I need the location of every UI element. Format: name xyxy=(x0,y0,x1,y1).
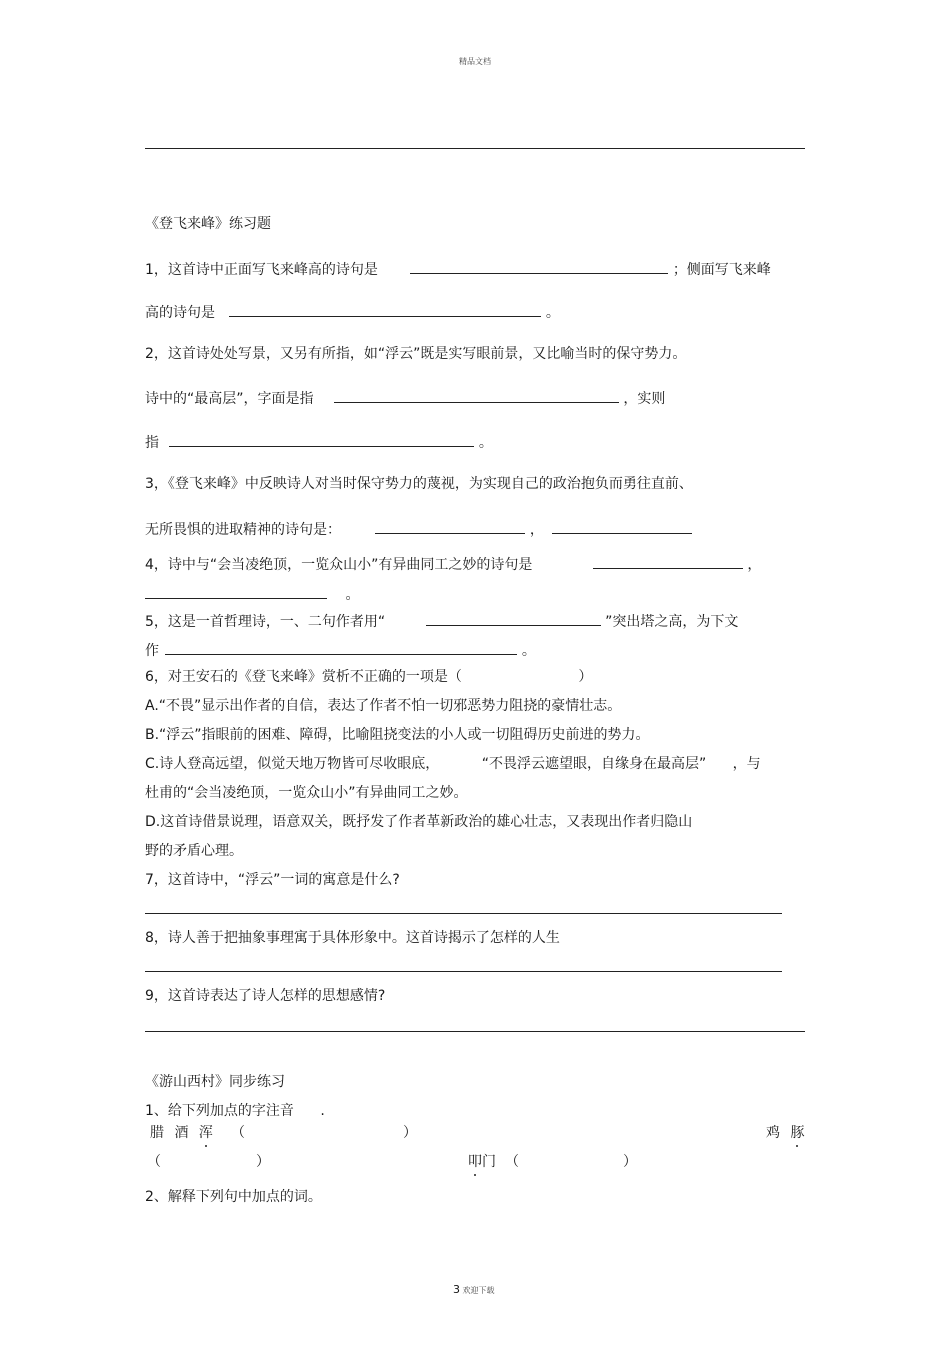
paren-open: （ xyxy=(505,1154,519,1170)
q4-text: 。 xyxy=(345,587,360,603)
s2-q1-text: 1、给下列加点的字注音 xyxy=(145,1103,294,1119)
answer-blank[interactable] xyxy=(165,640,517,655)
char-men: 门 xyxy=(482,1154,496,1170)
option-c-text: ，与 xyxy=(732,756,761,772)
char-jiu: 酒 xyxy=(174,1125,189,1141)
pinyin-item-ji-tun xyxy=(766,1124,804,1142)
question-3-line-2 xyxy=(145,519,692,539)
char-hun-dotted: 浑 xyxy=(198,1125,213,1141)
q1-text: 。 xyxy=(545,305,560,321)
option-c-line-1[interactable] xyxy=(145,755,761,773)
paren-close: ） xyxy=(623,1154,637,1170)
answer-blank[interactable] xyxy=(410,259,668,274)
answer-blank[interactable] xyxy=(375,519,525,534)
option-b[interactable]: B.“浮云”指眼前的困难、障碍，比喻阻挠变法的小人或一切阻碍历史前进的势力。 xyxy=(145,727,650,743)
option-c-text: C.诗人登高远望，似觉天地万物皆可尽收眼底， xyxy=(145,756,440,772)
option-c-line-2[interactable]: 杜甫的“会当凌绝顶，一览众山小”有异曲同工之妙。 xyxy=(145,785,468,801)
q5-text: ”突出塔之高，为下文 xyxy=(605,614,739,630)
question-5-line-1 xyxy=(145,611,738,631)
answer-blank[interactable] xyxy=(145,584,327,599)
q5-text: 。 xyxy=(521,643,536,659)
answer-line[interactable] xyxy=(145,913,782,914)
question-1-line-2 xyxy=(145,302,560,322)
q5-text: 5，这是一首哲理诗，一、二句作者用“ xyxy=(145,614,386,630)
q1-text: 1，这首诗中正面写飞来峰高的诗句是 xyxy=(145,262,378,278)
answer-blank[interactable] xyxy=(426,611,601,626)
paren-open: （ xyxy=(147,1154,161,1170)
footer-label: 欢迎下载 xyxy=(462,1286,495,1295)
page-header: 精品文档 xyxy=(459,57,491,66)
question-4-line-2 xyxy=(145,584,359,604)
answer-line[interactable] xyxy=(145,1031,805,1032)
question-4-line-1 xyxy=(145,554,761,574)
section-title-dengfeilaifeng: 《登飞来峰》练习题 xyxy=(145,216,271,232)
pinyin-item-la-jiu-hun xyxy=(150,1124,213,1142)
q2-text: 。 xyxy=(478,435,493,451)
q2-text: 诗中的“最高层”，字面是指 xyxy=(145,391,314,407)
question-9: 9，这首诗表达了诗人怎样的思想感情? xyxy=(145,988,386,1004)
section2-question-2: 2、解释下列句中加点的词。 xyxy=(145,1189,322,1205)
q5-text: 作 xyxy=(145,643,159,659)
question-2-line-3 xyxy=(145,432,493,452)
header-divider xyxy=(145,148,805,149)
q6-paren-close: ） xyxy=(578,669,593,685)
section2-question-1 xyxy=(145,1102,325,1120)
char-ji: 鸡 xyxy=(766,1125,780,1141)
answer-blank[interactable] xyxy=(593,554,743,569)
option-d-line-2[interactable]: 野的矛盾心理。 xyxy=(145,843,243,859)
paren-close: ） xyxy=(256,1154,270,1170)
paren-open: （ xyxy=(231,1125,245,1141)
q1-text: 高的诗句是 xyxy=(145,305,215,321)
page-number: 3 xyxy=(453,1283,460,1296)
s2-q1-dot: . xyxy=(320,1103,325,1119)
option-d-line-1[interactable]: D.这首诗借景说理，语意双关，既抒发了作者革新政治的雄心壮志，又表现出作者归隐山 xyxy=(145,814,693,830)
option-c-quote: “不畏浮云遮望眼，自缘身在最高层” xyxy=(481,756,707,772)
section-title-youshanxicun: 《游山西村》同步练习 xyxy=(145,1074,285,1090)
char-tun-dotted: 豚 xyxy=(790,1125,805,1141)
q2-text: ，实则 xyxy=(623,391,666,407)
option-a[interactable]: A.“不畏”显示出作者的自信，表达了作者不怕一切邪恶势力阻挠的豪情壮志。 xyxy=(145,698,622,714)
answer-blank[interactable] xyxy=(169,432,474,447)
question-5-line-2 xyxy=(145,640,536,660)
answer-blank[interactable] xyxy=(552,519,692,534)
question-8: 8，诗人善于把抽象事理寓于具体形象中。这首诗揭示了怎样的人生 xyxy=(145,930,560,946)
page-footer xyxy=(453,1283,495,1296)
question-2-line-1: 2，这首诗处处写景，又另有所指，如“浮云”既是实写眼前景，又比喻当时的保守势力。 xyxy=(145,346,687,362)
paren-close: ） xyxy=(403,1125,417,1141)
q1-text: ；侧面写飞来峰 xyxy=(672,262,771,278)
answer-blank[interactable] xyxy=(229,302,541,317)
q3-text: ， xyxy=(529,522,544,538)
question-1-line-1 xyxy=(145,259,771,279)
q2-text: 指 xyxy=(145,435,159,451)
question-2-line-2 xyxy=(145,388,665,408)
q3-text: 无所畏惧的进取精神的诗句是： xyxy=(145,522,341,538)
char-kou-dotted: 叩 xyxy=(468,1154,482,1170)
q4-text: ， xyxy=(747,557,762,573)
answer-line[interactable] xyxy=(145,971,782,972)
char-la: 腊 xyxy=(150,1125,164,1141)
question-6-stem xyxy=(145,668,592,686)
q4-text: 4，诗中与“会当凌绝顶，一览众山小”有异曲同工之妙的诗句是 xyxy=(145,557,533,573)
pinyin-item-kou-men xyxy=(468,1153,496,1171)
question-7: 7，这首诗中，“浮云”一词的寓意是什么? xyxy=(145,872,400,888)
answer-blank[interactable] xyxy=(334,388,619,403)
q6-text: 6，对王安石的《登飞来峰》赏析不正确的一项是（ xyxy=(145,669,462,685)
question-3-line-1: 3，《登飞来峰》中反映诗人对当时保守势力的蔑视，为实现自己的政治抱负而勇往直前、 xyxy=(145,476,693,492)
